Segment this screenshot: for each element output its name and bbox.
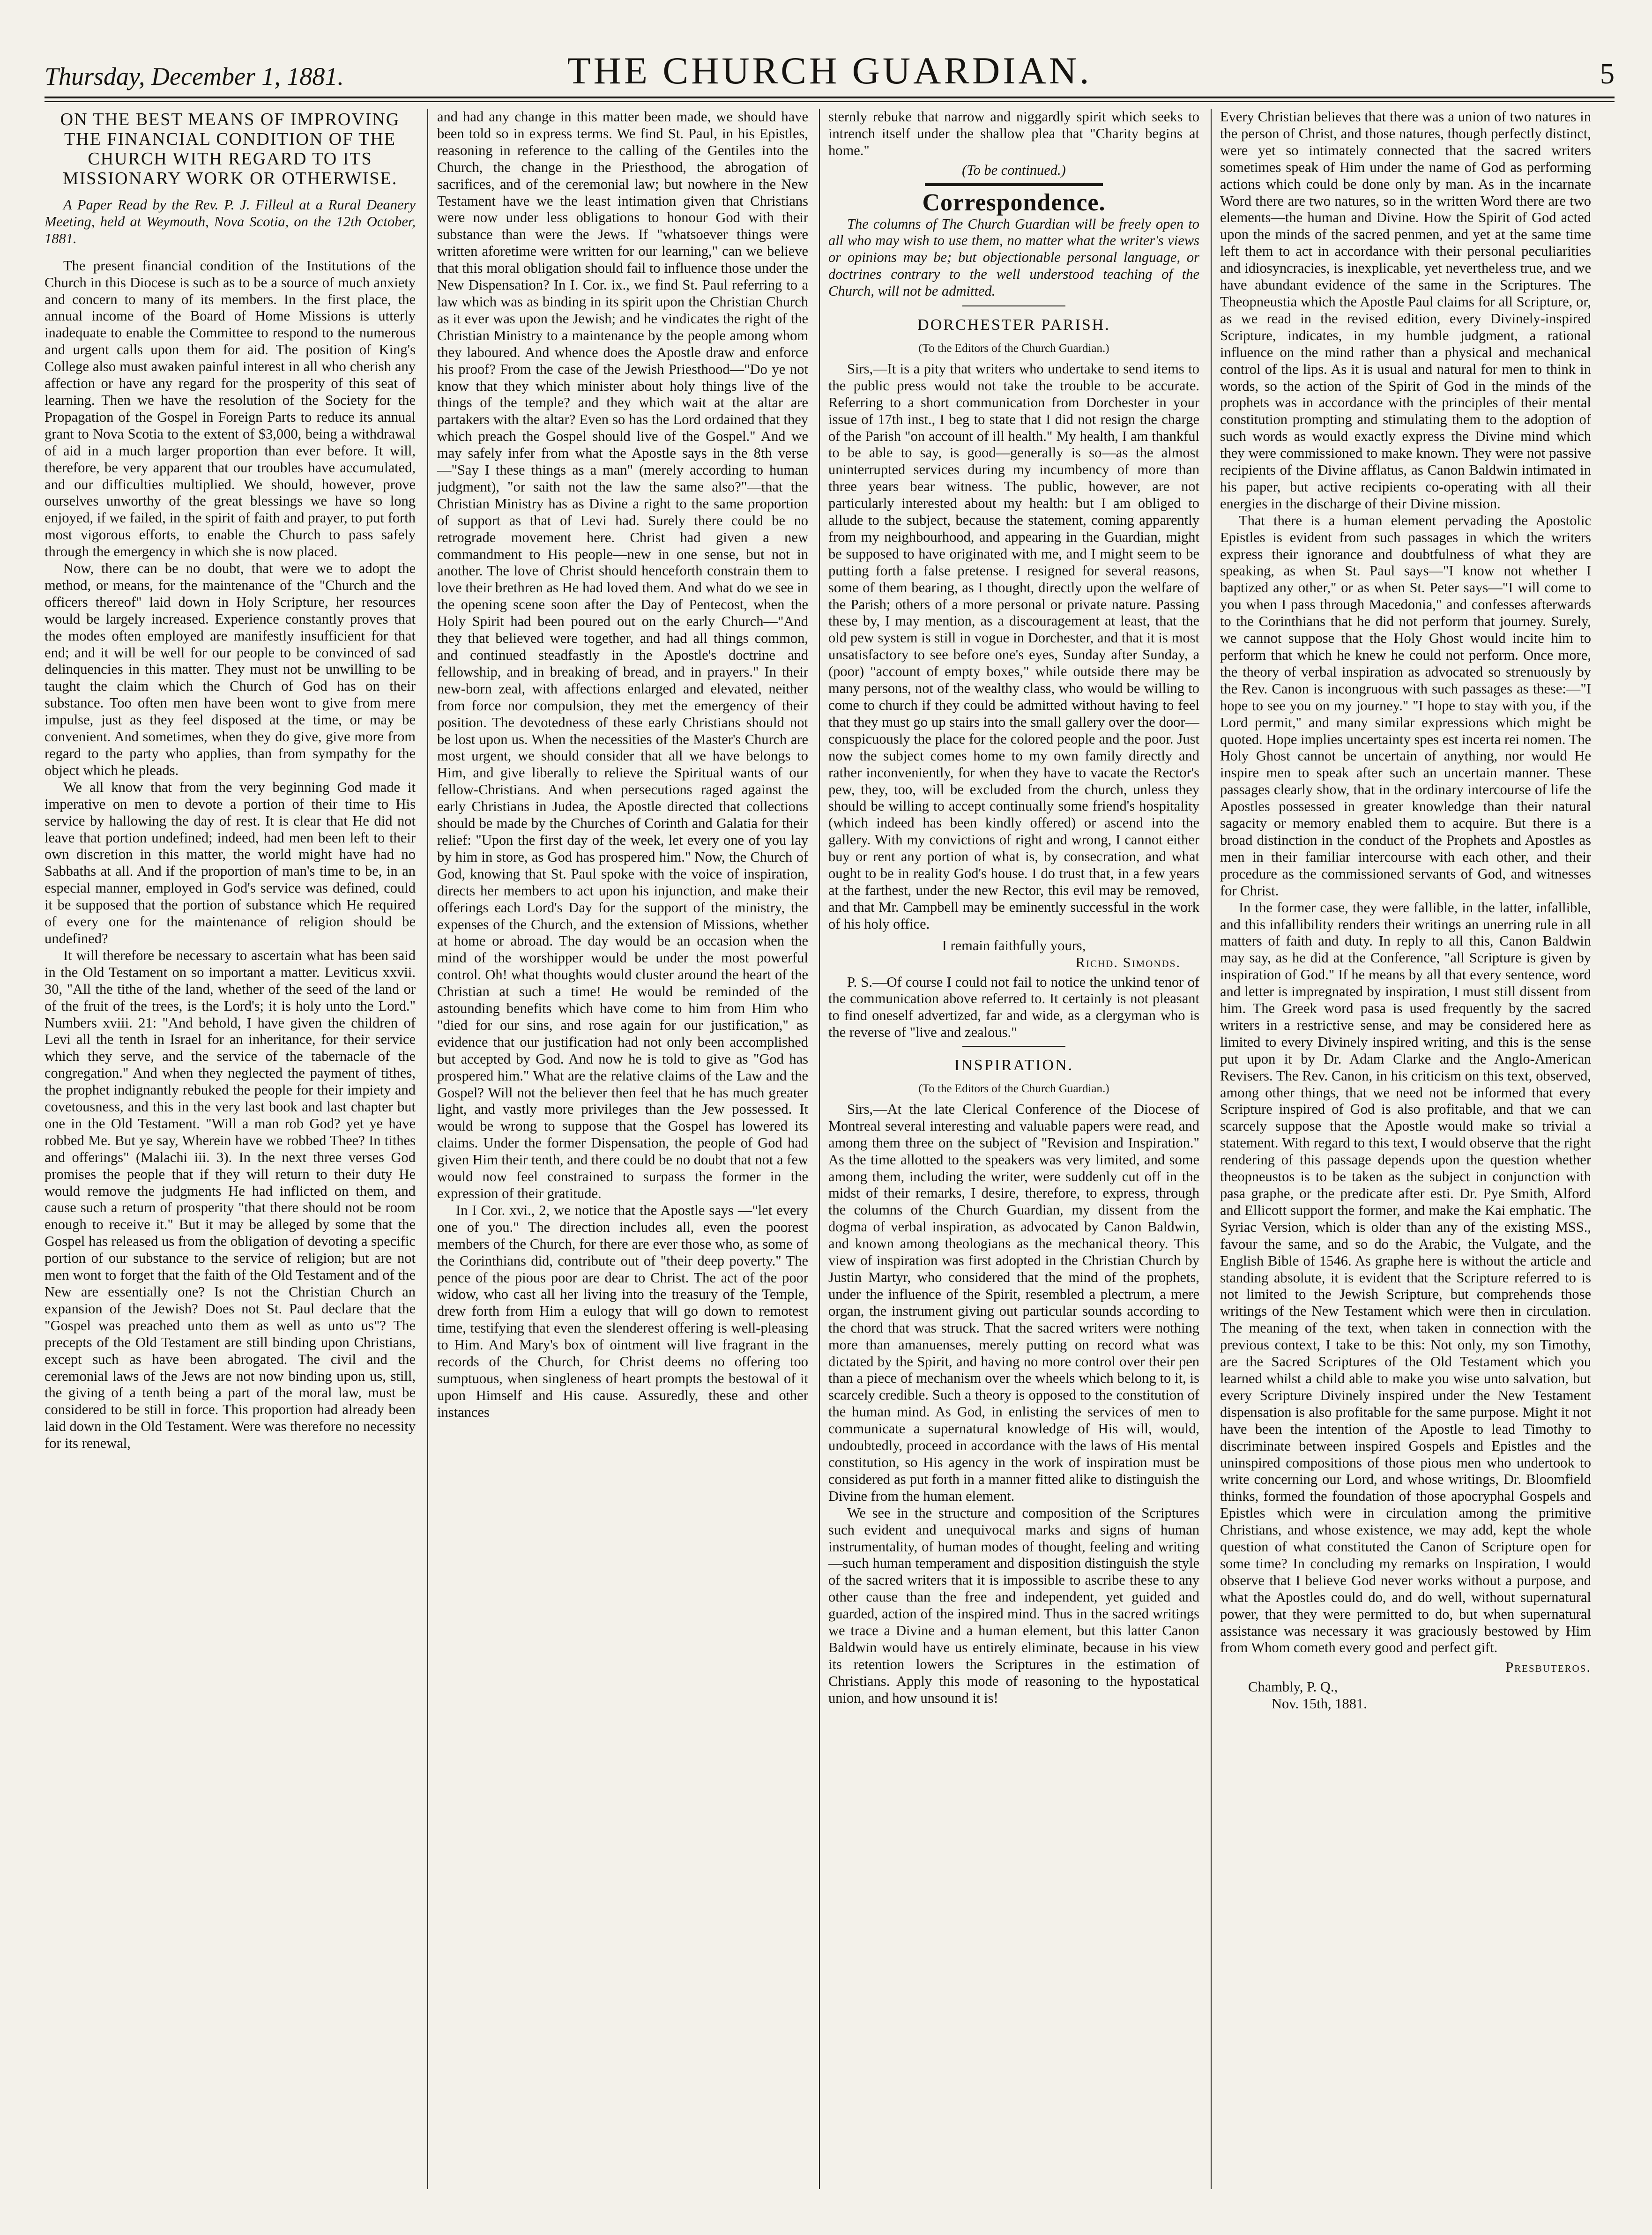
letter-title: INSPIRATION. (954, 1057, 1074, 1074)
letter-paragraph: Sirs,—It is a pity that writers who undertake to send items to the public press would not take the trouble to be accurate. Referring to a short communication from Dorchester in your issue of 17th inst., I beg to state that I did not resign the charge of the Parish "on account of ill health." My health, I am thankful to be able to say, is good—generally is so—as the almost uninterrupted services during my incumbency of more than three years bear witness. The public, however, are not particularly interested about my health: but I am obliged to allude to the subject, because the statement, coming apparently from my neighbourhood, and appearing in the Guardian, might be supposed to have originated with me, and I might seem to be putting forth a false pretense. I resigned for several reasons, some of them bearing, as I thought, directly upon the welfare of the Parish; others of a more personal or private nature. Passing these by, I may mention, as a discouragement at least, that the old pew system is still in vogue in Dorchester, and that it is most unsatisfactory to see before one's eyes, Sunday after Sunday, a (poor) "account of empty boxes," while outside there may be many persons, not of the wealthy class, who would be willing to come to church if they could be admitted without having to feel that they must go up stairs into the small gallery over the door—conspicuously the place for the colored people and the poor. Just now the subject comes home to my own family directly and rather inconveniently, for when they have to vacate the Rector's pew, they, too, will be excluded from the church, unless they should be willing to accept continually some friend's hospitality (which indeed has been kindly offered) or ascend into the gallery. With my convictions of right and wrong, I cannot either buy or rent any portion of what is, by consecration, and what ought to be in reality God's house. I do trust that, in a few years at the farthest, under the new Rector, this evil may be removed, and that Mr. Campbell may be eminently successful in the work of his holy office. (828, 360, 1199, 932)
header-rule-thin (45, 101, 1615, 102)
letter-salutation-note: (To the Editors of the Church Guardian.) (918, 1082, 1109, 1095)
section-rule (925, 183, 1103, 186)
header-rule (45, 97, 1615, 98)
column-divider (1211, 109, 1212, 2189)
letter-paragraph: In the former case, they were fallible, in the latter, infallible, and this infallibility renders their writings an unerring rule in all matters of faith and duty. In reply to all this, Canon Baldwin may say, as he did at the Conference, "all Scripture is given by inspiration of God." If he means by all that every sentence, word and letter is impregnated by inspiration, I must still dissent from him. The Greek word pasa is used frequently by the sacred writers in a restrictive sense, and may be considered here as limited to every Divinely inspired writing, and this is the sense put upon it by Dr. Adam Clarke and the Anglo-American Revisers. The Rev. Canon, in his criticism on this text, observed, among other things, that we need not be informed that every Scripture inspired of God is also profitable, and that we can scarcely suppose that the Apostle would make so trivial a statement. With regard to this text, I would observe that the right rendering of this passage depends upon the question whether theopneustos is to be taken as the subject in conjunction with pasa graphe, or the predicate after esti. Dr. Pye Smith, Alford and Ellicott support the former, and make the Kai emphatic. The Syriac Version, which is older than any of the existing MSS., favour the same, and so do the Arabic, the Vulgate, and the English Bible of 1546. As graphe here is without the article and standing absolute, it is evident that the Scripture referred to is not limited to the Jewish Scripture, but comprehends those writings of the New Testament which were then in circulation. The meaning of the text, when taken in connection with the previous context, I take to be this: Not only, my son Timothy, are the Sacred Scriptures of the Old Testament which you learned whilst a child able to make you wise unto salvation, but every Scripture Divinely inspired under the New Testament dispensation is also profitable for the same purpose. Might it not have been the intention of the Apostle to lead Timothy to discriminate between inspired Gospels and Epistles and the uninspired compositions of those pious men who undertook to write concerning our Lord, and whose writings, Dr. Bloomfield thinks, formed the foundation of those apocryphal Gospels and Epistles which were in circulation among the primitive Christians, and whose existence, we may add, kept the whole question of what constituted the Canon of Scripture open for some time? In concluding my remarks on Inspiration, I would observe that I believe God never works without a purpose, and what the Apostles could do, and do well, without supernatural power, that they were permitted to do, but when supernatural assistance was necessary it was graciously bestowed by Him from Whom cometh every good and perfect gift. (1220, 899, 1591, 1656)
article-title: ON THE BEST MEANS OF IMPROVING THE FINANCIAL CONDITION OF THE CHURCH WITH REGARD TO ITS MISSIONARY WORK OR OTHERWISE. (60, 110, 400, 188)
page-header (45, 49, 1615, 95)
masthead-title: THE CHURCH GUARDIAN. (567, 49, 1092, 92)
article-byline: A Paper Read by the Rev. P. J. Filleul at a Rural Deanery Meeting, held at Weymouth, Nova Scotia, on the 12th October, 1881. (45, 197, 416, 246)
correspondence-heading: Correspondence. (922, 189, 1106, 216)
divider-rule (962, 305, 1065, 306)
column-divider (819, 109, 820, 2189)
letter-postscript: P. S.—Of course I could not fail to notice the unkind tenor of the communication above referred to. It certainly is not pleasant to find oneself advertized, far and wide, as a clergyman who is the reverse of "live and zealous." (828, 974, 1199, 1041)
article-paragraph: The present financial condition of the Institutions of the Church in this Diocese is such as to be a source of much anxiety and concern to many of its members. In the first place, the annual income of the Board of Home Missions is utterly inadequate to enable the Committee to respond to the numerous and urgent calls upon them for aid. The position of King's College also must awaken painful interest in all who cherish any affection or have any regard for the prosperity of this seat of learning. Then we have the resolution of the Society for the Propagation of the Gospel in Foreign Parts to reduce its annual grant to Nova Scotia to the extent of $3,000, being a withdrawal of aid in a much larger proportion than ever before. It will, therefore, be very apparent that our troubles have accumulated, and our difficulties multiplied. We should, however, prove ourselves unworthy of the great blessings we have so long enjoyed, if we failed, in the spirit of faith and prayer, to put forth most vigorous efforts, to enable the Church to pass safely through the emergency in which she is now placed. (45, 257, 416, 560)
column-divider (427, 109, 428, 2189)
article-paragraph: Now, there can be no doubt, that were we to adopt the method, or means, for the maintenance of the "Church and the officers thereof" laid down in Holy Scripture, her resources would be largely increased. Experience constantly proves that the modes often employed are manifestly insufficient for that end; and it will be well for our people to be convinced of sad delinquencies in this matter. They must not be unwilling to be taught the claim which the Church of God has on their substance. Too often men have been wont to give from mere impulse, just as they feel disposed at the time, or may be convenient. And sometimes, when they do give, give more from regard to the party who applies, than from sympathy for the object which he pleads. (45, 560, 416, 778)
letter-paragraph: Every Christian believes that there was a union of two natures in the person of Christ, and those natures, though perfectly distinct, were yet so intimately connected that the sacred writers sometimes speak of Him under the name of God as performing actions which could be done only by man. As in the incarnate Word there are two natures, so in the written Word there are two elements—the human and Divine. How the Spirit of God acted upon the minds of the sacred penmen, and yet at the same time left them to act in accordance with their personal peculiarities and idiosyncracies, is inexplicable, yet nevertheless true, and we have abundant evidence of the same in the Scriptures. The Theopneustia which the Apostle Paul claims for all Scripture, or, as we read in the revised edition, every Divinely-inspired Scripture, indicates, in my humble judgment, a rational influence on the mind rather than a physical and mechanical control of the lips. As it is usual and natural for men to think in words, so the action of the Spirit of God in the minds of the prophets was in accordance with the principles of their mental constitution prompting and stimulating them to the adoption of such words as would exactly express the Divine mind which they were commissioned to make known. They were not passive recipients of the Divine afflatus, as Canon Baldwin intimated in his paper, but active recipients co-operating with all their energies in the discharge of their Divine mission. (1220, 109, 1591, 512)
column-2 (437, 109, 808, 2189)
letter-paragraph: That there is a human element pervading the Apostolic Epistles is evident from such passages in which the writers express their ignorance and doubtfulness of what they are speaking, as when St. Paul says—"I know not whether I baptized any other," or as when St. Peter says—"I will come to you when I pass through Macedonia," and confesses afterwards to the Corinthians that he did not perform that journey. Surely, we cannot suppose that the Holy Ghost would incite him to perform that which he knew he could not perform. Once more, the theory of verbal inspiration as advocated so strenuously by the Rev. Canon is incongruous with such passages as these:—"I hope to see you on my journey." "I hope to stay with you, if the Lord permit," and many similar expressions which might be quoted. Hope implies uncertainty spes est incerta rei nomen. The Holy Ghost cannot be uncertain of anything, nor would He inspire men to speak after such an uncertain manner. These passages clearly show, that in the ordinary intercourse of life the Apostles possessed in greater knowledge than their natural sagacity or memory enabled them to acquire. But there is a broad distinction in the conduct of the Prophets and Apostles as men in their familiar intercourse with each other, and their procedure as the commissioned servants of God, and witnesses for Christ. (1220, 512, 1591, 899)
article-paragraph: We all know that from the very beginning God made it imperative on men to devote a portion of their time to His service by hallowing the day of rest. It is clear that He did not leave that portion undefined; indeed, had men been left to their own discretion in this matter, the world might have had no Sabbaths at all. And if the proportion of man's time to be, in an especial manner, employed in God's service was defined, could it be supposed that the portion of substance which He required of every one for the maintenance of religion should be undefined? (45, 779, 416, 946)
editorial-disclaimer: The columns of The Church Guardian will be freely open to all who may wish to use them, no matter what the writer's views or opinions may be; but objectionable personal language, or doctrines contrary to the well understood teaching of the Church, will not be admitted. (828, 216, 1199, 299)
article-paragraph: sternly rebuke that narrow and niggardly spirit which seeks to intrench itself under the shallow plea that "Charity begins at home." (828, 109, 1199, 158)
letter-closing: I remain faithfully yours, (942, 937, 1086, 954)
letter-date: Nov. 15th, 1881. (1272, 1696, 1367, 1712)
page-number: 5 (1600, 58, 1615, 90)
column-1 (45, 109, 416, 2189)
letter-signature: Richd. Simonds. (1075, 954, 1181, 970)
letter-paragraph: Sirs,—At the late Clerical Conference of the Diocese of Montreal several interesting and valuable papers were read, and among them three on the subject of "Revision and Inspiration." As the time allotted to the speakers was very limited, and some among them, including the writer, were suddenly cut off in the midst of their remarks, I desire, therefore, to express, through the columns of the Church Guardian, my dissent from the dogma of verbal inspiration, as advocated by Canon Baldwin, and known among theologians as the mechanical theory. This view of inspiration was first adopted in the Christian Church by Justin Martyr, who considered that the mind of the prophets, under the influence of the Spirit, resembled a plectrum, a mere organ, the instrument giving out particular sounds according to the chord that was struck. That the sacred writers were nothing more than amanuenses, merely putting on record what was dictated by the Spirit, and having no more control over their pen than a piece of mechanism over the wheels which belong to it, is scarcely credible. Such a theory is opposed to the constitution of the human mind. As God, in enlisting the services of men to communicate a supernatural knowledge of His will, would, undoubtedly, proceed in accordance with the laws of His mental constitution, so His agency in the work of inspiration must be considered as put forth in a manner fitted alike to distinguish the Divine from the human element. (828, 1101, 1199, 1504)
article-paragraph: It will therefore be necessary to ascertain what has been said in the Old Testament on so important a matter. Leviticus xxvii. 30, "All the tithe of the land, whether of the seed of the land or of the fruit of the trees, is the Lord's; it is holy unto the Lord." Numbers xviii. 21: "And behold, I have given the children of Levi all the tenth in Israel for an inheritance, for their service which they serve, and the service of the tabernacle of the congregation." And when they neglected the payment of tithes, the prophet indignantly rebuked the people for their impiety and covetousness, and this in the very last book and last chapter but one in the Old Testament. "Will a man rob God? yet ye have robbed Me. But ye say, Wherein have we robbed Thee? In tithes and offerings" (Malachi iii. 3). In the next three verses God promises the people that if they will return to their duty He would remove the judgments He had inflicted on them, and cause such a return of prosperity "that there should not be room enough to receive it." But it may be alleged by some that the Gospel has released us from the obligation of devoting a specific portion of our substance to the service of religion; but are not men wont to forget that the faith of the Old Testament and of the New are essentially one? Is not the Christian Church an expansion of the Jewish? Does not St. Paul declare that the "Gospel was preached unto them as well as unto us"? The precepts of the Old Testament are still binding upon Christians, except such as have been abrogated. The civil and the ceremonial laws of the Jews are not now binding upon us, still, the giving of a tenth being a part of the moral law, must be considered to be still in force. This proportion had already been laid down in the Old Testament. Were was therefore no necessity for its renewal, (45, 947, 416, 1452)
article-paragraph: In I Cor. xvi., 2, we notice that the Apostle says —"let every one of you." The direction includes all, even the poorest members of the Church, for there are ever those who, as some of the Corinthians did, contribute out of "their deep poverty." The pence of the pious poor are dear to Christ. The act of the poor widow, who cast all her living into the treasury of the Temple, drew forth from Him a eulogy that will go down to remotest time, testifying that even the slenderest offering is well-pleasing to Him. And Mary's box of ointment will live fragrant in the records of the Church, for Christ deems no offering too sumptuous, when singleness of heart prompts the bestowal of it upon Himself and His cause. Assuredly, these and other instances (437, 1202, 808, 1420)
article-paragraph: and had any change in this matter been made, we should have been told so in express terms. We find St. Paul, in his Epistles, reasoning in reference to the calling of the Gentiles into the Church, the change in the Priesthood, the abrogation of sacrifices, and of the ceremonial law; but nowhere in the New Testament have we the least intimation given that Christians were now under less obligations to honour God with their substance than were the Jews. If "whatsoever things were written aforetime were written for our learning," can we believe that this moral obligation should fail to influence those under the New Dispensation? In I. Cor. ix., we find St. Paul referring to a law which was as binding in its spirit upon the Christian Church as it ever was upon the Jewish; and he vindicates the right of the Christian Ministry to a maintenance by the people among whom they laboured. And whence does the Apostle draw and enforce his proof? From the case of the Jewish Priesthood—"Do ye not know that they which minister about holy things live of the things of the temple? and they which wait at the altar are partakers with the altar? Even so has the Lord ordained that they which preach the Gospel should live of the Gospel." And we may safely infer from what the Apostle says in the 8th verse—"Say I these things as a man" (merely according to human judgment), "or saith not the law the same also?"—that the Christian Ministry has as Divine a right to the same proportion of support as that of Levi had. Surely there could be no retrograde movement here. Christ had given a new commandment to His people—new in one sense, but not in another. The love of Christ should henceforth constrain them to love their brethren as He had loved them. And what do we see in the opening scene soon after the Day of Pentecost, when the Holy Spirit had been poured out on the early Church—"And they that believed were together, and had all things common, and continued steadfastly in the Apostle's doctrine and fellowship, and in breaking of bread, and in prayers." In their new-born zeal, with affections enlarged and elevated, neither from force nor compulsion, they met the emergency of their position. The devotedness of these early Christians should not be lost upon us. When the necessities of the Master's Church are most urgent, we should consider that all we have belongs to Him, and give liberally to relieve the Spiritual wants of our fellow-Christians. And when persecutions raged against the early Christians in Judea, the Apostle directed that collections should be made by the Churches of Corinth and Galatia for their relief: "Upon the first day of the week, let every one of you lay by him in store, as God has prospered him." Now, the Church of God, knowing that St. Paul spoke with the voice of inspiration, directs her members to act upon his injunction, and make their offerings each Lord's Day for the support of the ministry, the expenses of the Church, and the extension of Missions, whether at home or abroad. The day would be an occasion when the mind of the worshipper would be under the most powerful control. Oh! what thoughts would cluster around the heart of the Christian at such a time! He would be reminded of the astounding benefits which have come to him from Him who "died for our sins, and rose again for our justification," as evidence that our justification had not only been accomplished but accepted by God. And now he is told to give as "God has prospered him." What are the relative claims of the Law and the Gospel? Will not the believer then feel that he has much greater light, and vastly more privileges than the Jew possessed. It would be wrong to suppose that the Gospel has lowered its claims. Under the former Dispensation, the people of God had given Him their tenth, and there could be no doubt that not a few would now feel constrained to surpass the former in the expression of their gratitude. (437, 109, 808, 1201)
column-4 (1220, 109, 1591, 2189)
letter-paragraph: We see in the structure and composition of the Scriptures such evident and unequivocal marks and signs of human instrumentality, of human modes of thought, feeling and writing—such human temperament and disposition distinguish the style of the sacred writers that it is impossible to ascribe these to any other cause than the free and independent, yet guided and guarded, action of the inspired mind. Thus in the sacred writings we trace a Divine and a human element, but this latter Canon Baldwin would have us entirely eliminate, because in his view its retention lowers the Scriptures in the estimation of Christians. Apply this mode of reasoning to the hypostatical union, and how unsound it is! (828, 1505, 1199, 1706)
letter-place: Chambly, P. Q., (1248, 1679, 1338, 1695)
divider-rule (962, 1046, 1065, 1047)
letter-signature: Presbuteros. (1505, 1659, 1591, 1676)
column-3 (828, 109, 1199, 2189)
issue-date: Thursday, December 1, 1881. (45, 62, 344, 90)
continued-note: (To be continued.) (962, 162, 1066, 178)
letter-salutation-note: (To the Editors of the Church Guardian.) (918, 342, 1109, 355)
letter-title: DORCHESTER PARISH. (917, 316, 1110, 334)
